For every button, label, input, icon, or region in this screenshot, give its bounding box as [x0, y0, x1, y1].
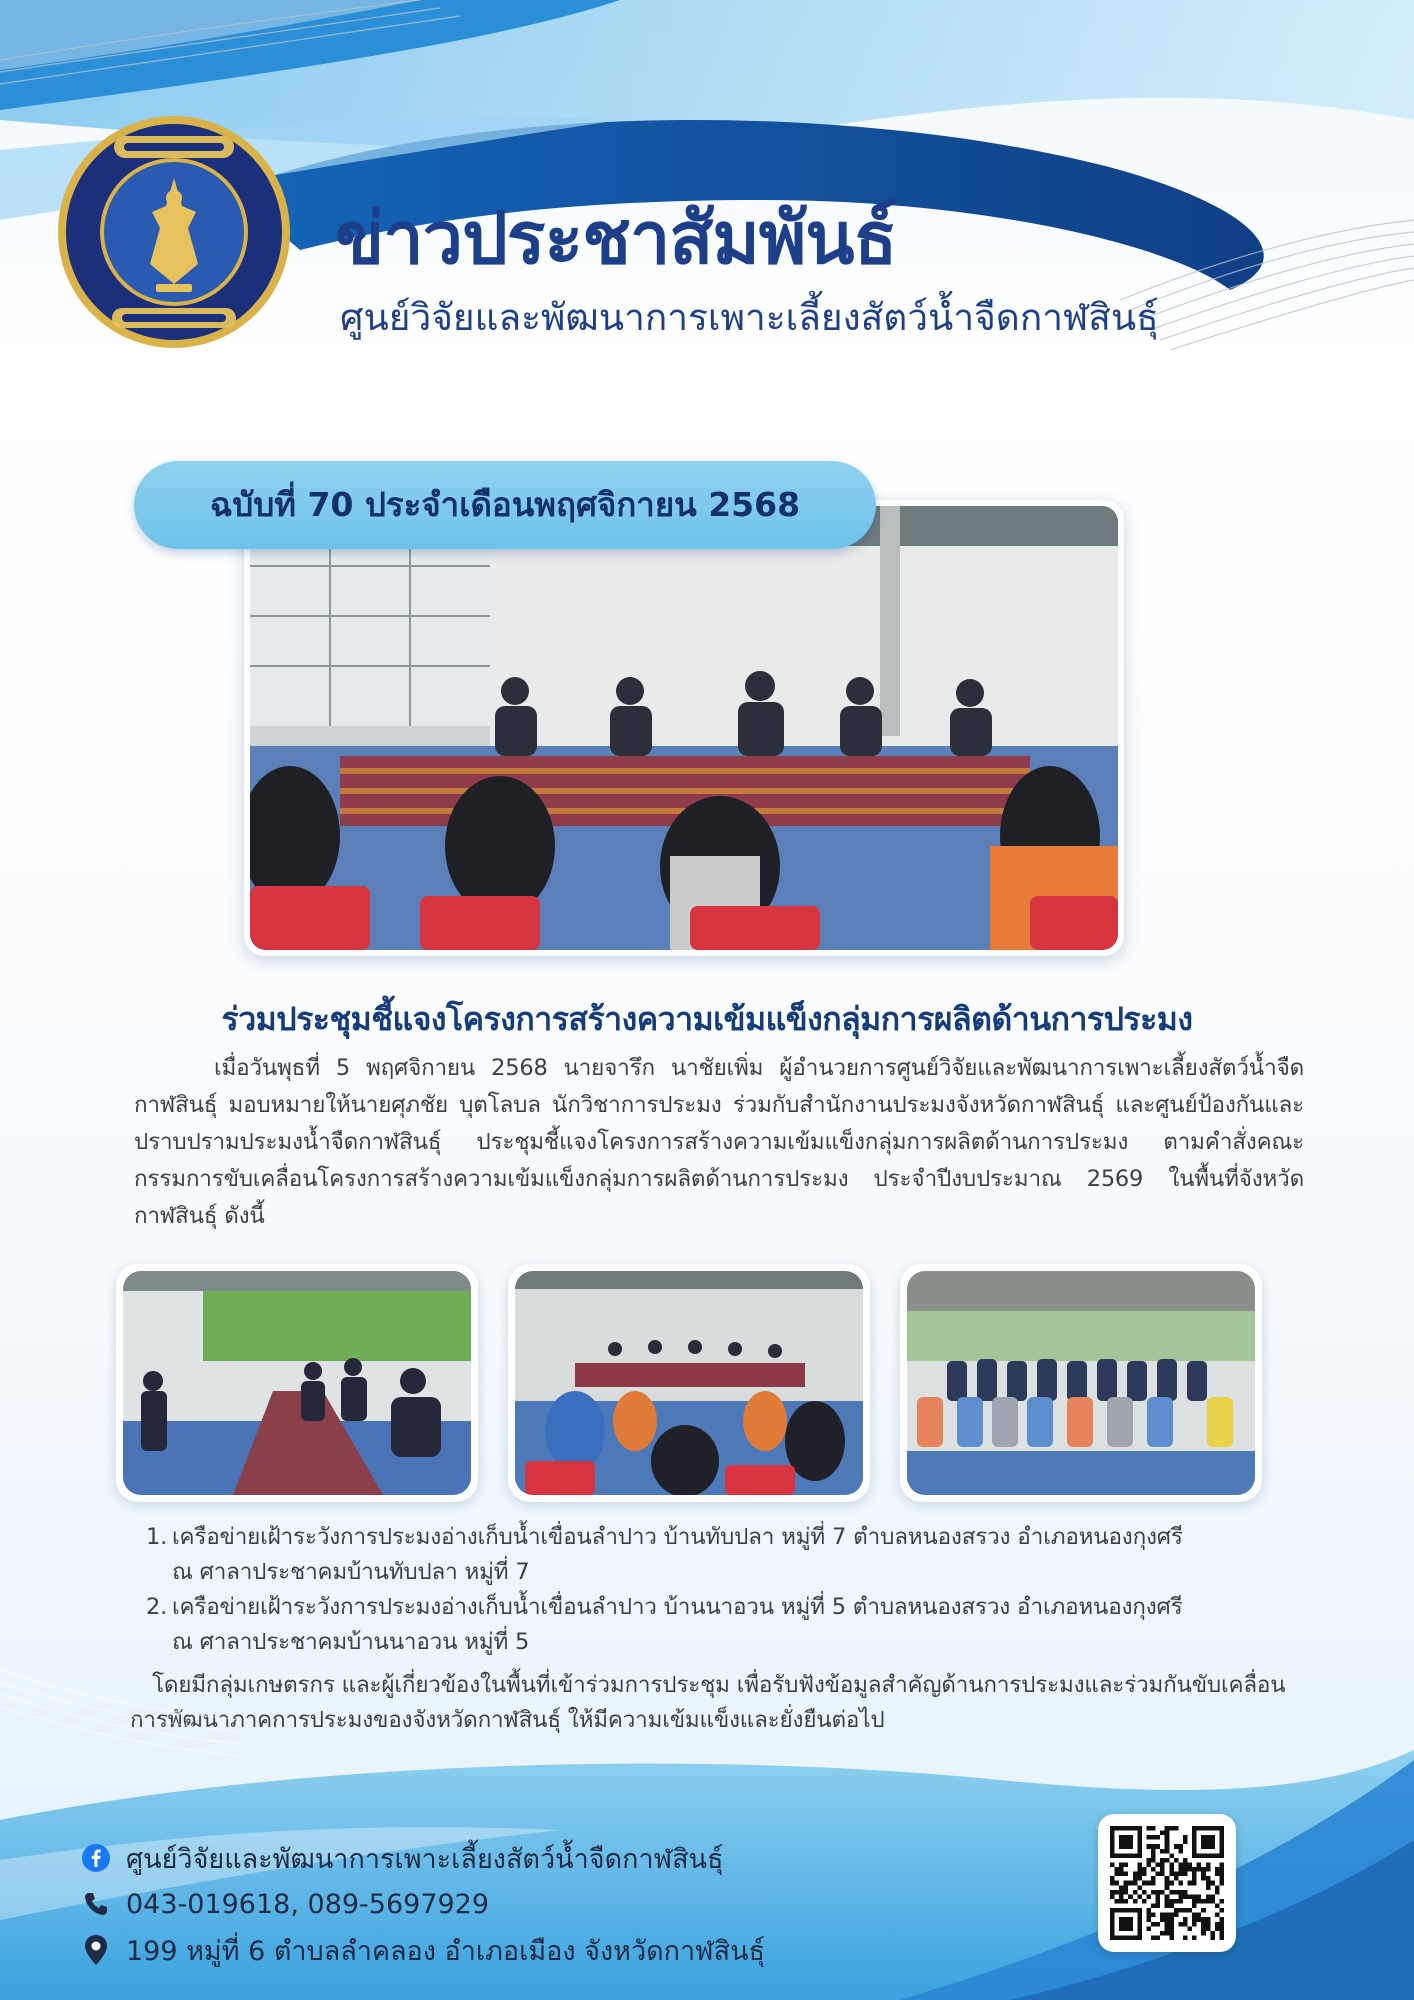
list-item-venue: ณ ศาลาประชาคมบ้านทับปลา หมู่ที่ 7: [172, 1559, 530, 1585]
phone-contact[interactable]: [80, 1884, 489, 1924]
address: 199 หมู่ที่ 6 ตำบลลำคลอง อำเภอเมือง จังหวัดกาฬสินธุ์: [126, 1935, 766, 1967]
department-logo: [56, 114, 292, 350]
list-item-venue: ณ ศาลาประชาคมบ้านนาอวน หมู่ที่ 5: [172, 1629, 530, 1655]
main-meeting-photo: [250, 506, 1118, 950]
list-item-text: เครือข่ายเฝ้าระวังการประมงอ่างเก็บน้ำเขื่อนลำปาว บ้านทับปลา หมู่ที่ 7 ตำบลหนองสรวง อำเภอหนองกุงศรี: [172, 1524, 1183, 1550]
phone-numbers: 043-019618, 089-5697929: [126, 1888, 490, 1920]
organization-name: ศูนย์วิจัยและพัฒนาการเพาะเลี้ยงสัตว์น้ำจืดกาฬสินธุ์: [340, 296, 1159, 339]
qr-code[interactable]: [1110, 1826, 1224, 1940]
phone-icon: [80, 1888, 112, 1920]
meeting-photo-1: [123, 1271, 471, 1495]
list-item-number: 1.: [146, 1524, 168, 1550]
facebook-page-name: ศูนย์วิจัยและพัฒนาการเพาะเลี้ยงสัตว์น้ำจืดกาฬสินธุ์: [126, 1843, 724, 1875]
article-headline: ร่วมประชุมชี้แจงโครงการสร้างความเข้มแข็งกลุ่มการผลิตด้านการประมง: [221, 1000, 1193, 1038]
facebook-icon: [80, 1842, 112, 1874]
location-pin-icon: [80, 1934, 112, 1966]
article-closing: โดยมีกลุ่มเกษตรกร และผู้เกี่ยวข้องในพื้นที่เข้าร่วมการประชุม เพื่อรับฟังข้อมูลสำคัญด้านการประมงและร่วมกันขับเคลื่อนการพัฒนาภาคการประมงของจังหวัดกาฬสินธุ์ ให้มีความเข้มแข็งและยั่งยืนต่อไป: [130, 1672, 1286, 1733]
article-intro: เมื่อวันพุธที่ 5 พฤศจิกายน 2568 นายจารึก นาชัยเพิ่ม ผู้อำนวยการศูนย์วิจัยและพัฒนาการเพาะเลี้ยงสัตว์น้ำจืดกาฬสินธุ์ มอบหมายให้นายศุภชัย บุตโลบล นักวิชาการประมง ร่วมกับสำนักงานประมงจังหวัดกาฬสินธุ์ และศูนย์ป้องกันและปราบปรามประมงน้ำจืดกาฬสินธุ์ ประชุมชี้แจงโครงการสร้างความเข้มแข็งกลุ่มการผลิตด้านการประมง ตามคำสั่งคณะกรรมการขับเคลื่อนโครงการสร้างความเข้มแข็งกลุ่มการผลิตด้านการประมง ประจำปีงบประมาณ 2569 ในพื้นที่จังหวัดกาฬสินธุ์ ดังนี้: [134, 1055, 1304, 1229]
group-photo: [907, 1271, 1255, 1495]
newsletter-title: ข่าวประชาสัมพันธ์: [335, 196, 897, 280]
list-item-text: เครือข่ายเฝ้าระวังการประมงอ่างเก็บน้ำเขื่อนลำปาว บ้านนาอวน หมู่ที่ 5 ตำบลหนองสรวง อำเภอหนองกุงศรี: [172, 1594, 1183, 1620]
meeting-photo-2: [515, 1271, 863, 1495]
address-contact: [80, 1930, 765, 1970]
list-item-number: 2.: [146, 1594, 168, 1620]
issue-number-label: ฉบับที่ 70 ประจำเดือนพฤศจิกายน 2568: [209, 485, 801, 524]
facebook-contact[interactable]: [80, 1838, 723, 1878]
